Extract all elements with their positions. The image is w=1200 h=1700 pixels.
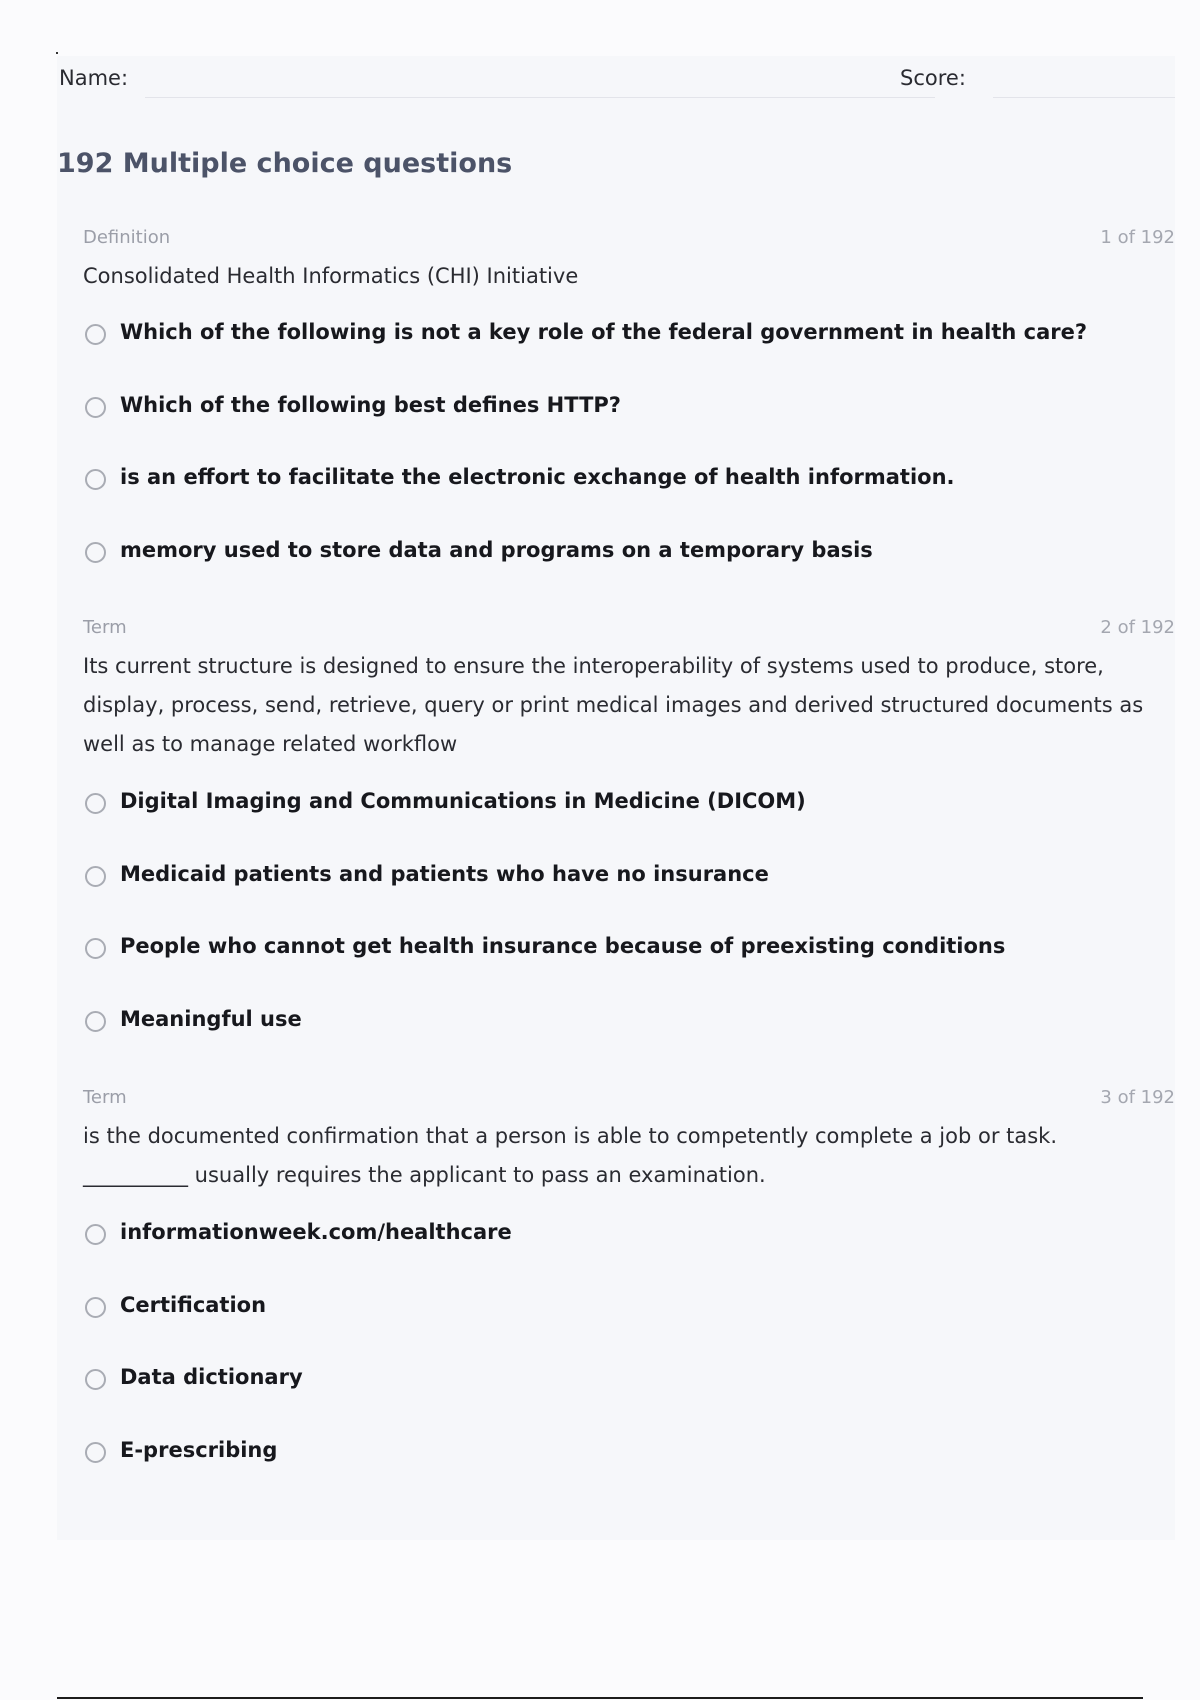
name-field[interactable] <box>145 97 935 98</box>
radio-button-icon[interactable] <box>85 1442 106 1463</box>
name-score-row <box>57 60 1175 96</box>
answer-option[interactable] <box>83 929 1153 969</box>
score-field[interactable] <box>993 97 1175 98</box>
question-1 <box>83 227 1175 607</box>
page-mark <box>56 52 58 54</box>
question-counter: 3 of 192 <box>1100 1087 1175 1108</box>
answer-option-text: Medicaid patients and patients who have no insurance <box>120 862 769 886</box>
answer-option[interactable] <box>83 460 1153 500</box>
quiz-sheet <box>57 56 1175 1540</box>
answer-option-text: People who cannot get health insurance because of preexisting conditions <box>120 934 1006 958</box>
answer-option[interactable] <box>83 388 1153 428</box>
radio-button-icon[interactable] <box>85 397 106 418</box>
answer-option-text: informationweek.com/healthcare <box>120 1220 512 1244</box>
question-2 <box>83 617 1175 1057</box>
radio-button-icon[interactable] <box>85 1224 106 1245</box>
question-prompt: is the documented confirmation that a person is able to competently complete a job or task. __________ usually requires the applicant to pass an examination. <box>83 1124 1058 1187</box>
question-3 <box>83 1087 1175 1507</box>
question-counter: 1 of 192 <box>1100 227 1175 248</box>
footer-divider <box>57 1697 1143 1699</box>
answer-option[interactable] <box>83 784 1153 824</box>
answer-option-text: Meaningful use <box>120 1007 302 1031</box>
score-label: Score: <box>900 66 966 90</box>
answer-option[interactable] <box>83 533 1153 573</box>
question-prompt: Consolidated Health Informatics (CHI) Initiative <box>83 264 579 288</box>
answer-option[interactable] <box>83 315 1153 355</box>
question-type: Term <box>83 617 127 638</box>
radio-button-icon[interactable] <box>85 938 106 959</box>
answer-option-text: Certification <box>120 1293 267 1317</box>
answer-option-text: memory used to store data and programs on a temporary basis <box>120 538 873 562</box>
question-prompt: Its current structure is designed to ensure the interoperability of systems used to produce, store, display, process, send, retrieve, query or print medical images and derived structured documents as well as to manage related workflow <box>83 654 1144 756</box>
radio-button-icon[interactable] <box>85 1297 106 1318</box>
question-type: Term <box>83 1087 127 1108</box>
radio-button-icon[interactable] <box>85 866 106 887</box>
radio-button-icon[interactable] <box>85 1369 106 1390</box>
answer-option-text: Which of the following is not a key role of the federal government in health care? <box>120 320 1088 344</box>
answer-option[interactable] <box>83 1215 1153 1255</box>
answer-option-text: Digital Imaging and Communications in Medicine (DICOM) <box>120 789 806 813</box>
answer-option[interactable] <box>83 857 1153 897</box>
page-title: 192 Multiple choice questions <box>57 148 513 179</box>
answer-option-text: Which of the following best defines HTTP? <box>120 393 621 417</box>
answer-option[interactable] <box>83 1288 1153 1328</box>
answer-option-text: is an effort to facilitate the electronic exchange of health information. <box>120 465 955 489</box>
answer-option-text: E-prescribing <box>120 1438 278 1462</box>
answer-option[interactable] <box>83 1360 1153 1400</box>
answer-option[interactable] <box>83 1002 1153 1042</box>
name-label: Name: <box>59 66 129 90</box>
answer-option[interactable] <box>83 1433 1153 1473</box>
radio-button-icon[interactable] <box>85 1011 106 1032</box>
question-type: Definition <box>83 227 171 248</box>
question-counter: 2 of 192 <box>1100 617 1175 638</box>
radio-button-icon[interactable] <box>85 542 106 563</box>
answer-option-text: Data dictionary <box>120 1365 303 1389</box>
radio-button-icon[interactable] <box>85 793 106 814</box>
radio-button-icon[interactable] <box>85 469 106 490</box>
radio-button-icon[interactable] <box>85 324 106 345</box>
